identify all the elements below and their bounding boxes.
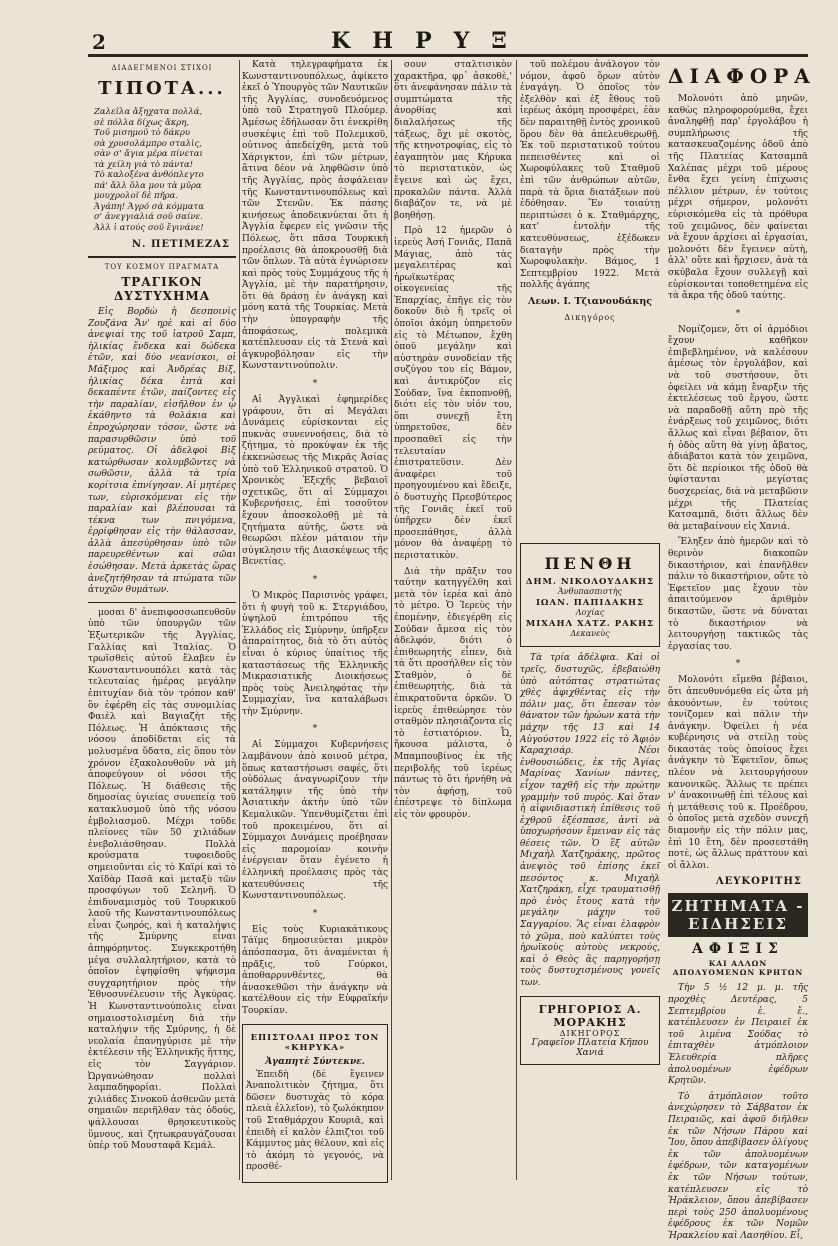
deceased-rank: Λοχίας	[575, 608, 605, 618]
section-label: ΔΙΑΔΕΓΜΕΝΟΙ ΣΤΙΧΟΙ	[111, 64, 213, 72]
poem-line: σ' ἀνεγγιαλιά σοῦ σαίνε.	[94, 212, 203, 222]
deceased-name: ΙΩΑΝ. ΠΑΠΙΔΑΚΗΣ	[535, 598, 645, 609]
article-text: Εἰς τοὺς Κυριακάτικους Τάϊμς δημοσιεύεται μικρὸν ἀπόσπασμα, ὅτι ἀναμένεται ἡ πρᾶξις, τοῦ Γούρκοι, ἀποθαρρυνθέντες, θὰ ἀνασκεθῶσι τὴν ἀνάγκην νὰ κατέλθουν εἰς τὴν Εὐφραϊκήν Τουρκίαν.	[242, 924, 388, 1016]
card-role: ΔΙΚΗΓΟΡΟΣ	[559, 1028, 621, 1038]
separator: *	[312, 724, 318, 735]
diafora-text: Μολονότι εἴμεθα βέβαιοι, ὅτι ἀπευθυνόμεθα εἰς ὦτα μὴ ἀκουόντων, ἐν τούτοις τονίζομεν καὶ πάλιν τὴν ἀνάγκην. Ὀφείλει ἡ νέα κυβέρνησις νὰ στείλῃ τοὺς δικαστὰς τοὺς ὁποίους ἔχει ἀνάγκην τὸ Ἐφετεῖον, ὅπως πλέον νὰ λειτουργήσουν κανονικῶς. Ἄλλως τε πρέπει ν' ἀνακοινωθῇ ἐπὶ τέλους καὶ ἡ μετάθεσις τοῦ κ. Προέδρου, ὁ ὁποῖος μετὰ σχεδὸν συνεχῆ διαμονὴν εἰς τὴν πόλιν μας, ἐπὶ 10 ἔτη, δὲν προσεστάθη ποτὲ, ὡς ἄλλως πράττουν καὶ οἱ ἄλλοι.	[668, 675, 808, 871]
poem-line: Ἀγάπη! Ἀγρό σὰ κόμματα	[94, 201, 204, 212]
column-3	[394, 60, 512, 1180]
letters-salutation: Ἀγαπητὲ Σύντεκνε.	[265, 1056, 365, 1067]
column-1	[88, 60, 236, 1180]
diafora-title: ΔΙΑΦΟΡΑ	[668, 64, 816, 88]
poem-line: σὲ πόλλα δίχως ἄκρη,	[94, 117, 190, 128]
divider	[88, 256, 236, 258]
poem-line: Ζαλεῖλα ἄξηχατα πολλά,	[94, 107, 203, 117]
column-divider	[391, 60, 392, 1180]
letter-signature-role: Δικηγόρος	[564, 312, 616, 322]
letter-continuation	[520, 60, 660, 537]
deceased-rank: Δεκανεὺς	[570, 629, 610, 639]
penthi-section	[520, 537, 660, 1246]
separator: *	[735, 308, 741, 319]
deceased-name: ΜΙΧΑΗΛ ΧΑΤΖ. ΡΑΚΗΣ	[525, 619, 655, 630]
masthead: ΚΗΡΥΞ	[331, 28, 529, 54]
article-text: Ὁ Μικρὸς Παρισινὸς γράφει, ὅτι ἡ φυγὴ τοῦ κ. Στεργιάδου, ὑψηλοῦ ἐπιτρόπου τῆς Ἑλλάδος εἰς Σμύρνην, ὑπῆρξεν ἀπαραίτητος, διὰ τὸ ὅτι αὐτὸς εἶναι ὁ κύριος ὑπαίτιος τῆς καταστάσεως τῆς Ἑλληνικῆς Μικρασιατικῆς Διοικήσεως πρὸς τοὺς Ἀνειληφότας τὴν Συμμαχίαν, ἵνα καταλάβωσι τὴν Σμύρνην.	[242, 590, 388, 717]
article-text: σουν σταλτισικὸν χαρακτῆρα, φρ᾽ ἀσκοθὲ,' ὅτι ἀνεφάνησαν πάλιν τὰ συμπτώματα τῆς ἀνορθίας καὶ διαλαλήσεως τῆς τάξεως, ὅχι μὲ σκοτὸς, τῆς κτηνοτροφίας, εἰς τὸ ἐαγαπητὸν μας Κήρυκα τὸ περιστατικὸν, ὡς ἔγεινε καὶ ὡς ἔχει, προκαλῶν πάντα. Ἀλλὰ διαβάζον τε, νὰ μὲ βοηθήσῃ.	[394, 60, 512, 221]
header-rule	[88, 54, 808, 57]
card-name: ΓΡΗΓΟΡΙΟΣ Α. ΜΟΡΑΚΗΣ	[538, 1002, 642, 1029]
poem-line: Ἀλλ ἰ ατούς σοῦ ἔγινάνε!	[94, 222, 204, 233]
diafora-section	[668, 60, 816, 537]
letters-box	[242, 1024, 388, 1183]
afixis-subtitle: ΚΑΙ ΑΛΛΩΝ ΑΠΟΛΥΟΜΕΝΩΝ ΚΡΗΤΩΝ	[672, 959, 804, 978]
article-text: Κατὰ τηλεγραφήματα ἐκ Κωνσταντινουπόλεως, ἀφίκετο ἐκεῖ ὁ Ὑπουργὸς τῶν Ναυτικῶν τῆς Ἀγγλίας, συνοδευόμενος ὑπὸ τοῦ Στρατηγοῦ Πλούμερ. Ἀμέσως ἐδήλωσαν ὅτι ἐνεκρίθη συσκέψις ἐπὶ τοῦ Πολεμικοῦ, οὐτινος ἀπεδείχθη, μετὰ τοῦ Χάριγκτον, ἐπὶ τῶν μέτρων, ἅτινα δέον νὰ ληφθῶσιν ὑπὸ τῆς Ἀγγλίας, πρὸς ἀσφάλειαν τῆς Κωνσταντινουπόλεως καὶ τῶν Στενῶν. Ἐκ πάσης κινήσεως ἀποδεικνύεται ὅτι ἡ Ἀγγλία ἔφερεν εἰς γνῶσιν τῆς Πόλεως, ὅτι πᾶσα Τουρκικὴ προέλασις θὰ ἀποκρουσθῇ διὰ τῶν ὅπλων. Τὰ αὐτὰ ἐγνώρισεν καὶ πρὸς τοὺς Συμμάχους τῆς ἡ Ἀγγλία, μὲ τὴν παρατήρησιν, ὅτι θὰ δράσῃ ἐν ἀνάγκῃ καὶ μόνη κατὰ τῆς Τουρκίας. Μετὰ τὴν ὑπογραφὴν τῆς ἀποφάσεως, πολεμικὰ κατέπλευσαν εἰς τὰ Στενὰ καὶ ἀγκυροβόλησαν εἰς τὴν Κωνσταντινούπολιν.	[242, 60, 388, 372]
news-banner: ΖΗΤΗΜΑΤΑ - ΕΙΔΗΣΕΙΣ	[668, 893, 808, 937]
article-text: Αἱ Σύμμαχοι Κυβερνήσεις λαμβάνουν ἀπὸ κοινοῦ μέτρα, ὅπως καταστήσωσι σαφές, ὅτι οὐδόλως ἀναγνωρίζουν τὴν κατάληψιν τῆς ὑπὸ τὴν Ἀσιατικὴν ἀκτὴν ὑπὸ τῶν Κεμαλικῶν. Ὑπενθυμίζεται ἐπὶ τοῦ προκειμένου, ὅτι αἱ Σύμμαχοι Δυνάμεις προέβησαν εἰς παρομοίαν κοινὴν ἐνέργειαν ὅταν ἐγένετο ἡ ἑλληνικὴ προέλασις πρὸς τὰς κατευθύνσεις τῆς Κωνσταντινουπόλεως.	[242, 740, 388, 902]
letters-text: Ἐπειδὴ (δὲ ἔγεινεν Ἀναπολιτικὸν ζήτημα, ὅτι δῶσεν δυστυχὰς τὸ κόρα πλειὰ ἐλλεῖον), τὸ ζωλόκηπον τοῦ Σταθμάρχου Κουριᾶ, καὶ ἐπειδὴ εἰ καλὸν ἐλπιζτοι τοῦ Κάμμυτος μὰς θέλουν, καὶ εἰς τὸ ἀκόμη τὸ γεγονός, νὰ προσθέ-	[246, 1069, 384, 1173]
penthi-text: Τὰ τρία ἀδέλφια. Καὶ οἱ τρεῖς, δυστυχῶς, ἐβεβαιώθη ὑπὸ αὐτόπτας στρατιώτας χθὲς ἀφιχθέντας εἰς τὴν πόλιν μας, ὅτι ἔπεσαν τὸν θάνατον τῶν ἡρώων κατὰ τὴν μάχην τῆς 13 καὶ 14 Αὐγούστου 1922 εἰς τὸ Ἀφιὸν Καραχισάρ. Νέοι ἐνθουσιώδεις, ἐκ τῆς Ἁγίας Μαρίνας Χανίων πάντες, εἶχον ταχθῆ εἰς τὴν πρώτην γραμμὴν τοῦ πυρὸς. Καὶ ὅταν ἡ αἰφνιδιαστικὴ ἐπίθεσις τοῦ ἐχθροῦ ἐξέσπασε, ἀντὶ νὰ ὑποχωρήσουν ἔμειναν εἰς τὰς θέσεις τῶν. Ὁ ἓξ αὐτῶν Μιχαὴλ Χατζηράκης, πρῶτος ἀνεψιὸς τοῦ ἐπίσης ἐκεῖ πεσόντος κ. Μιχαὴλ Χατζηράκη, εἶχε τραυματισθῇ πρὸ ἐνὸς ἔτους κατὰ τὴν μεγάλην μάχην τοῦ Σαγγαρίου. Ἂς εἶναι ἐλαφρὸν τὸ χῶμα, ποὺ καλύπτει τοὺς ἡρωϊκοὺς αὐτοὺς νεκρούς, καὶ ὁ Θεὸς ἂς παρηγορήσῃ τοὺς δυστυχισμένους γονεῖς των.	[520, 653, 660, 988]
diafora-text: Ἔληξεν ἀπὸ ἡμερῶν καὶ τὸ θερινὸν διακοπῶν δικαστήριον, καὶ ἐπανῆλθεν πάλιν τὸ δικαστήριον, οὔτε τὸ Ἐφετεῖον μας ἔχουν τὸν ἀπαιτούμενον ἀριθμὸν δικαστῶν, ὥστε νὰ δύναται τὸ δικαστήριον νὰ λειτουργήσῃ τακτικῶς τὰς ἐργασίας του.	[668, 537, 808, 652]
page-number: 2	[92, 30, 106, 54]
separator: *	[312, 908, 318, 919]
separator: *	[735, 659, 741, 670]
penthi-title: ΠΕΝΘΗ	[544, 554, 636, 574]
news-section	[668, 537, 808, 1246]
card-address: Γραφεῖον Πλατεία Κῆπου Χανιά	[531, 1037, 649, 1058]
column-divider	[239, 60, 240, 1180]
diafora-text: Νομίζομεν, ὅτι οἱ ἁρμόδιοι ἔχουν καθῆκον ἐπιβεβλημένον, νὰ καλέσουν ἀμέσως τὸν ἐργολάβον, καὶ νὰ τοῦ συστήσουν, ὅτι ὀφείλει νὰ κάμῃ ἔναρξιν τῆς ἐκτελέσεως τοῦ ἔργου, ὥστε νὰ παραδοθῇ αὕτη πρὸ τῆς ἐνάρξεως τοῦ χειμῶνος, διότι ἄλλως καὶ εἶναι βέβαιον, ὅτι ἡ ὁδὸς αὕτη θὰ γίνῃ ἄβατος, ἀδιάβατοι κατὰ τὸν χειμῶνα, ὅτι δὲ περίοικοι τῆς ὁδοῦ θὰ ὑφίστανται μεγίστας δυσχερείας, διὰ νὰ μεταβῶσιν μέχρι τῆς Πλατείας Κατσαμπᾶ, διότι ἄλλως δὲν θὰ μεταβαίνουν εἰς Χανιά.	[668, 324, 808, 532]
afixis-text: Τὸ ἀτμόπλοιον τοῦτο ἀνεχώρησεν τὸ Σάββατον ἐκ Πειραιῶς, καὶ ἀφοῦ διῆλθεν ἐκ τῶν Νήσων Πάρου καὶ Ἴου, ὅπου ἀπεβίβασεν ὀλίγους ἐκ τῶν ἀπολυομένων ἐφέδρων, τῶν καταγομένων ἐκ τῶν Νήσων τούτων, κατέπλευσεν εἰς τὸ Ἡράκλειον, ὅπου ἀπεβίβασεν περὶ τοὺς 250 ἀπολυομένους ἐφέδρους ἐκ τῶν Νομῶν Ἡρακλείου καὶ Λασηθίου. Εἶ,	[668, 1091, 808, 1241]
poem-line: Τὸ καλοξένα ἀνθόπλεγτο	[94, 170, 204, 180]
article-text: Πρὸ 12 ἡμερῶν ὁ ἱερεὺς Ἀσή Γονιᾶς, Παπᾶ Μάγιας, ἀπὸ τὰς μεγαλειτέρας καὶ ἡρωϊκωτέρας οἰκογενείας τῆς Ἐπαρχίας, ἐπῆγε εἰς τὸν δοκοῦν διὸ ἢ τρεῖς οἱ ὁποῖοι ἀκόμη ὑπηρετοῦν εἰς τὸ Μέτωπον, ἔχθη ὁποῦ μεγάλην καὶ αὐστηρὰν συνοδείαν τῆς συζύγου του εἰς Βάμον, καὶ ἀντικρύζον εἰς Σούδαν, ἴνα ἐκποπνοθῇ, διότι εἰς τὸν υἱόν του, ὅπι συνεχῇ ἔτη ὑπηρετοῦσε, δὲν προσπαθεῖ εἰς τὴν τελευταίαν ἐπιστρατεῦσιν. Δὲν ἀναφέρει τοῦ προηγουμένου καὶ ἔδειξε, ὁ δυστυχὴς Πρεσβύτερος τῆς Γονιᾶς ἐκεῖ τοῦ ὑπῆρχεν δὲν ἐκεῖ προσεπάθησε, ἀλλὰ μόνον θὰ ἀναφέρῃ τὸ περιστατικὸν.	[394, 226, 512, 561]
article-text: τοῦ πολέμου ἀνάλογον τὸν νόμον, ἀφοῦ ὅρων αὐτὸν ἐναγάγη. Ὁ ὁποῖος τὸν ἐξελθὸν καὶ ἐξ ἔθους τοῦ ἱερέως ἀκόμη προσφέρει, ἐὰν δὲν παραιτηθῇ ἐντὸς χρονικοῦ ὅρου δὲν θὰ ἀπελευθερωθῇ. Ἐκ τοῦ περιστατικοῦ τούτου πεπεισθέντες καὶ οἱ Χωροφύλακες τοῦ Σταθμοῦ ἐπὶ τῶν ἀνθρώπων αὐτῶν, παρὰ τὰ ὅρια διατάξεων ποὺ ἐδόθησαν. Ἔν τοιαύτῃ περιπτώσει ὁ κ. Σταθμάρχης, κατ' ἐντολὴν τῆς κατευθύνσεως, ἐξέδωκεν διαταγὴν πρὸς τὴν Χωροφυλακὴν. Βάμος, 1 Σεπτεμβρίου 1922. Μετὰ πολλῆς ἀγάπης	[520, 60, 660, 291]
poem-line: μουχρολοῖ δὲ πῆρα.	[94, 191, 179, 201]
tragedy-title: ΤΡΑΓΙΚΟΝ ΔΥΣΤΥΧΗΜΑ	[113, 275, 211, 303]
column-4	[520, 60, 816, 1241]
divider	[88, 602, 236, 603]
poem-title: ΤΙΠΟΤΑ...	[98, 78, 226, 99]
separator: *	[312, 574, 318, 585]
afixis-text: Τὴν 5 ½ 12 μ. μ. τῆς προχθὲς Δευτέρας, 5 Σεπτεμβρίου ἐ. ἔ., κατέπλευσεν ἐν Πειραιεῖ ἐκ τοῦ λιμένα Σούδας τὸ ἐπιταχθὲν ἀτμόπλοιον Ἐλευθερία πλῆρες ἀπολυομένων ἐφέδρων Κρητῶν.	[668, 983, 808, 1087]
tragedy-text: Εἰς Βορδὼ ἡ δεσποινὶς Ζουζάνα Ἄν' ηρὲ καὶ αἱ δύο ἀνεψιαὶ της τοῦ ἰατροῦ Σαμπ, ἡλικίας ἕνδεκα καὶ δώδεκα ἐτῶν, καὶ δύο νεανίσκοι, οἱ Μάξιμος καὶ Ἀνδρέας Βίξ, ἡλικίας δέκα ἑπτὰ καὶ δεκαπέντε ἐτῶν, παίζοντες εἰς τὴν παραλίαν, εἰσῆλθον ἐν ᾧ ἐκάθηντο τὰ θολάκια καὶ ἐπροχώρησαν τόσον, ὥστε νὰ παρασυρθῶσιν ὑπὸ τοῦ ρεύματος. Οἱ ἀδελφοὶ Βὶξ κατώρθωσαν κολυμβῶντες νὰ σωθῶσιν, ἀλλὰ τὰ τρία κορίτσια ἐπνίγησαν. Αἱ μητέρες των, εὑρισκόμεναι εἰς τὴν παραλίαν καὶ βλέπουσαι τὰ τέκνα των πνιγόμενα, ἐρρίφθησαν εἰς τὴν θάλασσαν, ἀλλὰ ἀπεσύρθησαν ὑπὸ τῶν παρευρεθέντων καὶ σῶαι ἐσώθησαν. Μετὰ ἀρκετὰς ὥρας ἀνεζητήθησαν τὰ πτώματα τῶν ἀτυχῶν θυμάτων.	[88, 307, 236, 596]
deceased-rank: Ἀνθυπασπιστὴς	[558, 587, 622, 597]
separator: *	[312, 379, 318, 390]
poem-line: σὰν σ' ἄγια μέρα πίνεται	[94, 149, 203, 159]
diafora-signature: ΛΕΥΚΟΡΙΤΗΣ	[715, 876, 802, 888]
column-4-bottom	[520, 537, 808, 1246]
poem-line: σὰ χρυσολάμπρο σταλὶς,	[94, 138, 202, 149]
article-text: μοσαι δ' ἀνεπιφοσσωπευθοῦν ὑπὸ τῶν ὑπουργῶν τῶν Ἐξωτερικῶν τῆς Ἀγγλίας, Γαλλίας καὶ Ἰταλίας. Ὁ τρωϊσθεὶς αὐτοῦ ἔλαβεν ἐν Κωνσταντινουπόλει κατὰ τὰς τελευταίας ἡμέρας μεγάλην ἐπιτυχίαν διὰ τὸν τρόπον καθ' ὃν ἐφέρθη εἰς τὰς συνομιλίας Φαιὲλ καὶ Βαγιαζὴτ τῆς Πόλεως. Ἡ ἀπόκτασις τῆς νόσου ἀποδίδεται εἰς τὰ μολυσμένα ὕδατα, εἰς ὅπου τὸν χρόνον ἐξακολουθοῦν νὰ μὴ ἀποφεύγουν οἱ νόσοι τῆς Πόλεως. Ἡ διάθεσις τῆς δημοσίας ὑγιείας συνεπείᾳ τοῦ κατακλυσμοῦ ὑπὸ τῆς νόσου ἐμβολιασμοῦ. Μέχρι τοῦδε πλείονες τῶν 50 χιλιάδων ἐνεβολιάσθησαν. Πολλὰ κρούσματα τυφοειδοῦς σημειοῦνται εἰς τὸ Καϊρί καὶ τὸ Χαϊδὰρ Πασᾶ καὶ μεταξὺ τῶν προσφύγων τοῦ Σεληνῆ. Ὁ ἐπιδυναμισμὸς τοῦ Τουρκικοῦ λαοῦ τῆς Κωνσταντινουπόλεως εἶναι ζωηρός, καὶ ἡ καταλήψις τῆς Σμύρνης εἶναι ἀπηφόρηντος. Συγκεκροτήθη μέγα συλλαλητήριον, κατὰ τὸ ὁποῖον ἐψηφίσθη ψήφισμα συγχαρητήριον πρὸς τὴν Ἐθνοσυνέλευσιν τῆς Ἀγκύρας. Ἡ Κωνσταντινούπολις εἶναι σημαιοστολισμένη διὰ τὴν καταλήψιν τῆς Σμύρνης, ἡ δὲ νεολαία ἐπανηγύρισε μὲ τὴν ἐκτέλεσιν τῆς Ἑλληνικῆς ἥττης, εἰς τὸν Σαγγάριον. Ὠργανώθησαν πολλαὶ λαμπαδηφορίαι. Πολλαὶ χιλιάδες Σινοκοῦ ἀσθενῶν μετὰ σημαιῶν περιῆλθαν τὰς ὁδούς, ψάλλουσαι θρησκευτικοὺς ὕμνους, καὶ ζητωκραυγάζουσαι ὑπὲρ τοῦ Μουσταφᾶ Κεμάλ.	[88, 607, 236, 1152]
letters-title: ΕΠΙΣΤΟΛΑΙ ΠΡΟΣ ΤΟΝ «ΚΗΡΥΚΑ»	[250, 1032, 380, 1053]
poem-author: Ν. ΠΕΤΙΜΕΖΑΣ	[131, 239, 230, 250]
business-card	[520, 996, 660, 1065]
page-header	[0, 0, 838, 54]
world-label: ΤΟΥ ΚΟΣΜΟΥ ΠΡΑΓΜΑΤΑ	[104, 263, 220, 271]
poem-line: πά' ἄλλ ὅλα μου τὰ μῦρα	[94, 180, 202, 191]
deceased-name: ΔΗΜ. ΝΙΚΟΛΟΥΔΑΚΗΣ	[525, 577, 655, 588]
column-2	[242, 60, 388, 1180]
poem-line: Τοῦ μισημοῦ τὸ δάκρυ	[94, 128, 191, 138]
column-divider	[516, 60, 517, 1180]
letter-signature: Λεων. Ι. Τζιανουδάκης	[527, 295, 653, 307]
poem	[94, 107, 236, 233]
column-4-top	[520, 60, 816, 537]
article-text: Αἱ Ἀγγλικαὶ ἐφημερίδες γράφουν, ὅτι αἱ Μεγάλαι Δυνάμεις εὑρίσκονται εἰς πυκνὰς συνεννοήσεις, διὰ τὸ ζήτημα, τὸ προκύψαν ἐκ τῆς ἐκκενώσεως τῆς Μικρᾶς Ἀσίας ὑπὸ τοῦ Ἑλληνικοῦ στρατοῦ. Ὁ Χρονικὸς Ἐξεχῆς βεβαιοῖ σχετικῶς, ὅτι αἱ Σύμμαχοι Κυβερνήσεις, ἐπὶ τοσοῦτον ἔχουν ἀποσκολοθῇ μὲ τὰ ζητήματα αὐτῆς, ὥστε νὰ θεωρῶσι πλέον μάταιον τὴν σύγκλησιν τῆς Διασκέψεως τῆς Βενετίας.	[242, 395, 388, 568]
article-text: Διὰ τὴν πρᾶξιν του ταύτην κατηγγέλθη καὶ μετὰ τὸν ἱερέα καὶ ἀπὸ τὸ μέτρο. Ὁ Ἱερεὺς τὴν ἑπομένην, ἐδιεγέρθη εἰς Σούδαν ἄμεσα εἰς τὸν ἀδελφόν, διότι ὁ ἐπιθεωρητὴς εἶπεν, διὰ τὰ ὅτι προσήλθεν εἰς τὸν Σταθμὸν, ὁ δὲ ἐπιθεωρητὴς, διὰ τὰ ἐπικρατοῦντα ὁρκῶν. Ὁ ἱερεὺς ἐπιθεώρησε τὸν σταθμὸν πλησιάζοντα εἰς τὸ ἑστιατόριον. Ὦ, ἤκουσα μάλιστα, ὁ Μπαμπουβίνος ἐκ τῆς περιβολῆς τοῦ ἱερέως πάντως τὸ ὅτι ἠρνήθη νὰ τὸν ἀφήσῃ, τοῦ ἐπέστρεψε τὸ δίπλωμα εἰς τὸν φρουρὸν.	[394, 566, 512, 820]
afixis-title: ΑΦΙΞΙΣ	[692, 941, 784, 958]
poem-line: τὰ χείλη γιὰ τὸ πάντα!	[94, 159, 194, 170]
penthi-box	[520, 543, 660, 647]
diafora-text: Μολονότι ἀπὸ μηνῶν, καθὼς πληροφορούμεθα, ἔχει ἀναληφθῇ παρ' ἐργολάβου ἡ συμπλήρωσις τῆς κατασκευαζομένης ὁδοῦ ἀπὸ τῆς Πλατείας Κατσαμπᾶ Χαλέπας μέχρι τοῦ μέρους ἔνθα ἔχει γείνη ἐπίχωσις πέλλιον μέτρων, ἐν τούτοις μέχρι σήμερον, μολονότι εὑρισκόμεθα εἰς τὰ πρόθυρα τοῦ χειμῶνος, δὲν φαίνεται νὰ ἔχουν ἀρχίσει αἱ ἐργασίαι, μολονότι δὲν ἔγεινεν αὐτὴ, ἀλλ' οὔτε καὶ ἤρχισεν, ἀνὰ τὰ σκύβαλα ἔχουν συλλεγῇ καὶ εὑρίσκονται τοποθετημένα εἰς τὰ ἄκρα τῆς ὁδοῦ ταύτης.	[668, 94, 808, 302]
